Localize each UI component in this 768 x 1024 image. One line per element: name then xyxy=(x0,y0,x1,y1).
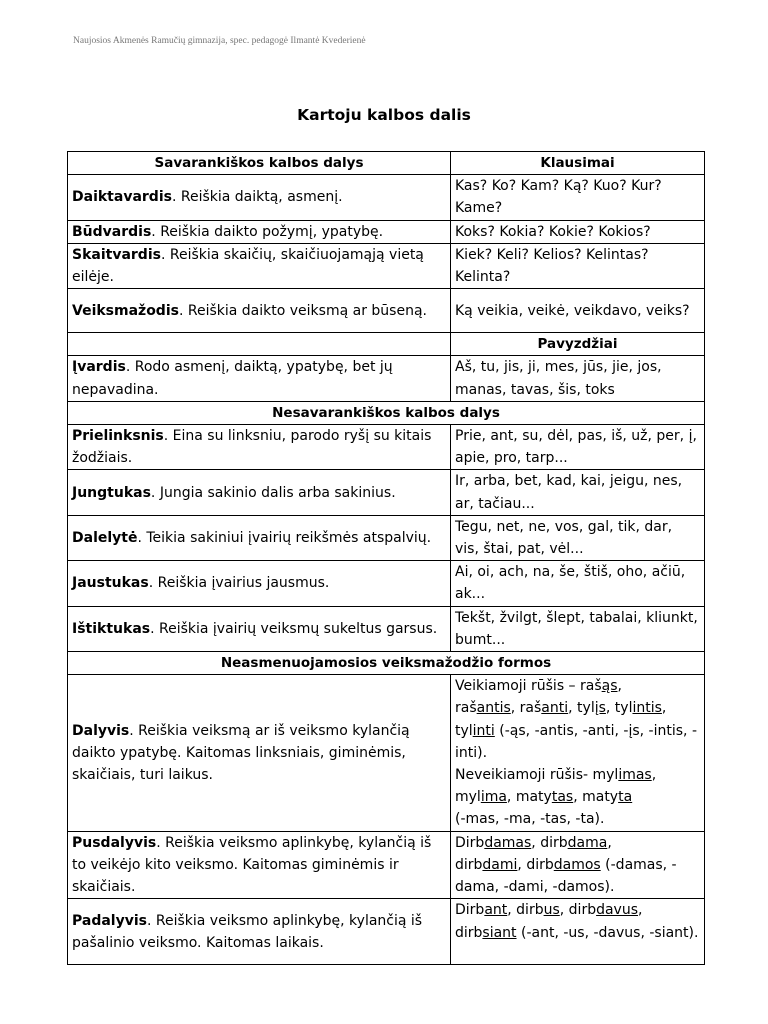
examples-text: , dirb xyxy=(507,902,544,919)
term: Dalyvis xyxy=(72,722,130,739)
definition: . Reiškia daiktą, asmenį. xyxy=(171,189,343,206)
underlined-ending: antis xyxy=(476,700,511,717)
term: Pusdalyvis xyxy=(72,834,157,851)
row-ivardis-examples: Aš, tu, jis, ji, mes, jūs, jie, jos, manas, tavas, šis, toks xyxy=(451,356,705,401)
empty-cell xyxy=(68,333,451,356)
examples-text: , xyxy=(607,834,612,851)
row-daiktavardis-questions: Kas? Ko? Kam? Ką? Kuo? Kur? Kame? xyxy=(451,175,705,220)
table-row xyxy=(68,899,705,965)
term: Padalyvis xyxy=(72,912,147,929)
examples-text: tyl xyxy=(455,722,473,739)
header-independent-parts: Savarankiškos kalbos dalys xyxy=(68,152,451,175)
examples-text: (-mas, -ma, -tas, -ta). xyxy=(455,811,605,828)
examples-text: , dirb xyxy=(517,856,554,873)
underlined-ending: inti xyxy=(472,722,495,739)
row-prielinksnis-examples xyxy=(451,425,705,470)
table-row xyxy=(68,243,705,288)
underlined-ending: siant xyxy=(482,924,517,941)
term: Jaustukas xyxy=(72,575,149,592)
underlined-ending: damos xyxy=(553,856,601,873)
term: Būdvardis xyxy=(72,223,152,240)
table-header-row xyxy=(68,152,705,175)
underlined-ending: ąs xyxy=(601,678,618,695)
examples-text: Neveikiamoji rūšis- myl xyxy=(455,767,619,784)
term: Daiktavardis xyxy=(72,189,172,206)
definition: . Reiškia įvairius jausmus. xyxy=(148,575,330,592)
underlined-ending: us xyxy=(543,902,560,919)
examples-text: Veikiamoji rūšis – raš xyxy=(455,678,602,695)
underlined-ending: ant xyxy=(484,902,508,919)
row-jungtukas-examples: Ir, arba, bet, kad, kai, jeigu, nes, ar, tačiau... xyxy=(451,470,705,515)
term: Skaitvardis xyxy=(72,246,161,263)
row-prielinksnis-definition xyxy=(68,425,451,470)
term: Įvardis xyxy=(72,359,126,376)
definition: . Jungia sakinio dalis arba sakinius. xyxy=(150,484,396,501)
row-budvardis-questions: Koks? Kokia? Kokie? Kokios? xyxy=(451,220,705,243)
table-row xyxy=(68,515,705,560)
row-skaitvardis-questions: Kiek? Keli? Kelios? Kelintas? Kelinta? xyxy=(451,243,705,288)
table-row xyxy=(68,289,705,333)
header-examples: Pavyzdžiai xyxy=(451,333,705,356)
underlined-ending: įs xyxy=(594,700,606,717)
row-budvardis-definition xyxy=(68,220,451,243)
examples-text: , xyxy=(638,902,643,919)
definition: . Reiškia daikto požymį, ypatybę. xyxy=(151,223,384,240)
table-row xyxy=(68,606,705,651)
examples-text: , xyxy=(651,767,657,784)
examples-text: (-ąs, -antis, -anti, -įs, -intis, -inti). xyxy=(455,722,698,761)
row-daiktavardis-definition xyxy=(68,175,451,220)
row-istiktukas-definition xyxy=(68,606,451,651)
row-dalyvis-examples xyxy=(451,675,705,831)
examples-text: , maty xyxy=(573,789,619,806)
document-header: Naujosios Akmenės Ramučių gimnazija, spec. pedagogė Ilmantė Kvederienė xyxy=(73,36,366,46)
examples-text: , maty xyxy=(506,789,552,806)
definition: . Reiškia veiksmą ar iš veiksmo kylančią daikto ypatybę. Kaitomas linksniais, giminėmis, skaičiais, turi laikus. xyxy=(72,722,410,784)
row-daleliyte-examples: Tegu, net, ne, vos, gal, tik, dar, vis, štai, pat, vėl... xyxy=(451,515,705,560)
examples-text: Prie, ant, su, dėl, pas, iš, už, per, xyxy=(455,428,689,445)
table-row xyxy=(68,175,705,220)
examples-text: Dirb xyxy=(455,902,485,919)
term: Prielinksnis xyxy=(72,428,164,445)
underlined-ending: ima xyxy=(480,789,507,806)
row-daleliyte-definition xyxy=(68,515,451,560)
examples-text: (-ant, -us, -davus, -siant). xyxy=(516,924,699,941)
definition: . Reiškia veiksmo aplinkybę, kylančią iš pašalinio veiksmo. Kaitomas laikais. xyxy=(72,912,423,951)
examples-text: Dirb xyxy=(455,834,485,851)
examples-text: myl xyxy=(455,789,481,806)
underlined-ending: dami xyxy=(482,856,518,873)
examples-text: dirb xyxy=(455,924,483,941)
table-row xyxy=(68,470,705,515)
table-row xyxy=(68,831,705,899)
table-row xyxy=(68,561,705,606)
underlined-ending: imas xyxy=(618,767,652,784)
underlined-example: į xyxy=(688,428,693,445)
underlined-ending: intis xyxy=(632,700,662,717)
examples-text: , tyl xyxy=(568,700,595,717)
row-padalyvis-examples xyxy=(451,899,705,965)
definition: . Reiškia daikto veiksmą ar būseną. xyxy=(178,302,427,319)
table-section-row xyxy=(68,652,705,675)
examples-text: , apie, pro, tarp... xyxy=(455,428,697,467)
examples-text: , dirb xyxy=(559,902,597,919)
examples-text: (-damas, -dama, -dami, -damos). xyxy=(455,856,677,896)
row-skaitvardis-definition xyxy=(68,243,451,288)
row-pusdalyvis-definition xyxy=(68,831,451,899)
definition: . Teikia sakiniui įvairių reikšmės atspalvių. xyxy=(137,529,432,546)
underlined-ending: davus xyxy=(596,902,639,919)
underlined-ending: anti xyxy=(541,700,569,717)
examples-text: , raš xyxy=(510,700,542,717)
row-dalyvis-definition xyxy=(68,675,451,831)
parts-of-speech-table xyxy=(67,151,705,965)
examples-text: , xyxy=(661,700,667,717)
term: Dalelytė xyxy=(72,529,138,546)
table-row xyxy=(68,675,705,831)
underlined-ending: damas xyxy=(484,834,532,851)
definition: . Reiškia veiksmo aplinkybę, kylančią iš to veikėjo kito veiksmo. Kaitomas giminėmis ir skaičiais. xyxy=(72,834,432,896)
table-row xyxy=(68,425,705,470)
header-nonfinite-forms: Neasmenuojamosios veiksmažodžio formos xyxy=(68,652,705,675)
row-pusdalyvis-examples xyxy=(451,831,705,899)
row-istiktukas-examples: Tekšt, žvilgt, šlept, tabalai, kliunkt, bumt... xyxy=(451,606,705,651)
row-veiksmazodis-questions: Ką veikia, veikė, veikdavo, veiks? xyxy=(451,289,705,333)
examples-text: , tyl xyxy=(605,700,633,717)
table-subheader-row xyxy=(68,333,705,356)
underlined-ending: ta xyxy=(618,789,633,806)
header-questions: Klausimai xyxy=(451,152,705,175)
definition: . Reiškia skaičių, skaičiuojamąją vietą eilėje. xyxy=(72,246,424,286)
row-jungtukas-definition xyxy=(68,470,451,515)
row-veiksmazodis-definition xyxy=(68,289,451,333)
table-section-row xyxy=(68,401,705,424)
row-jaustukas-examples: Ai, oi, ach, na, še, štiš, oho, ačiū, ak... xyxy=(451,561,705,606)
table-row xyxy=(68,220,705,243)
examples-text: , xyxy=(617,678,622,695)
term: Veiksmažodis xyxy=(72,302,179,319)
page-title: Kartoju kalbos dalis xyxy=(297,106,471,124)
table-row xyxy=(68,356,705,401)
header-nonindependent-parts: Nesavarankiškos kalbos dalys xyxy=(68,401,705,424)
underlined-ending: dama xyxy=(567,834,608,851)
row-jaustukas-definition xyxy=(68,561,451,606)
underlined-ending: tas xyxy=(551,789,574,806)
term: Ištiktukas xyxy=(72,620,151,637)
examples-text: dirb xyxy=(455,856,483,873)
term: Jungtukas xyxy=(72,484,151,501)
definition: . Reiškia įvairių veiksmų sukeltus garsus. xyxy=(150,620,438,637)
row-ivardis-definition xyxy=(68,356,451,401)
definition: . Rodo asmenį, daiktą, ypatybę, bet jų nepavadina. xyxy=(72,359,393,398)
examples-text: , dirb xyxy=(531,834,568,851)
examples-text: raš xyxy=(455,700,477,717)
row-padalyvis-definition xyxy=(68,899,451,965)
definition: . Eina su linksniu, parodo ryšį su kitais žodžiais. xyxy=(72,428,432,467)
